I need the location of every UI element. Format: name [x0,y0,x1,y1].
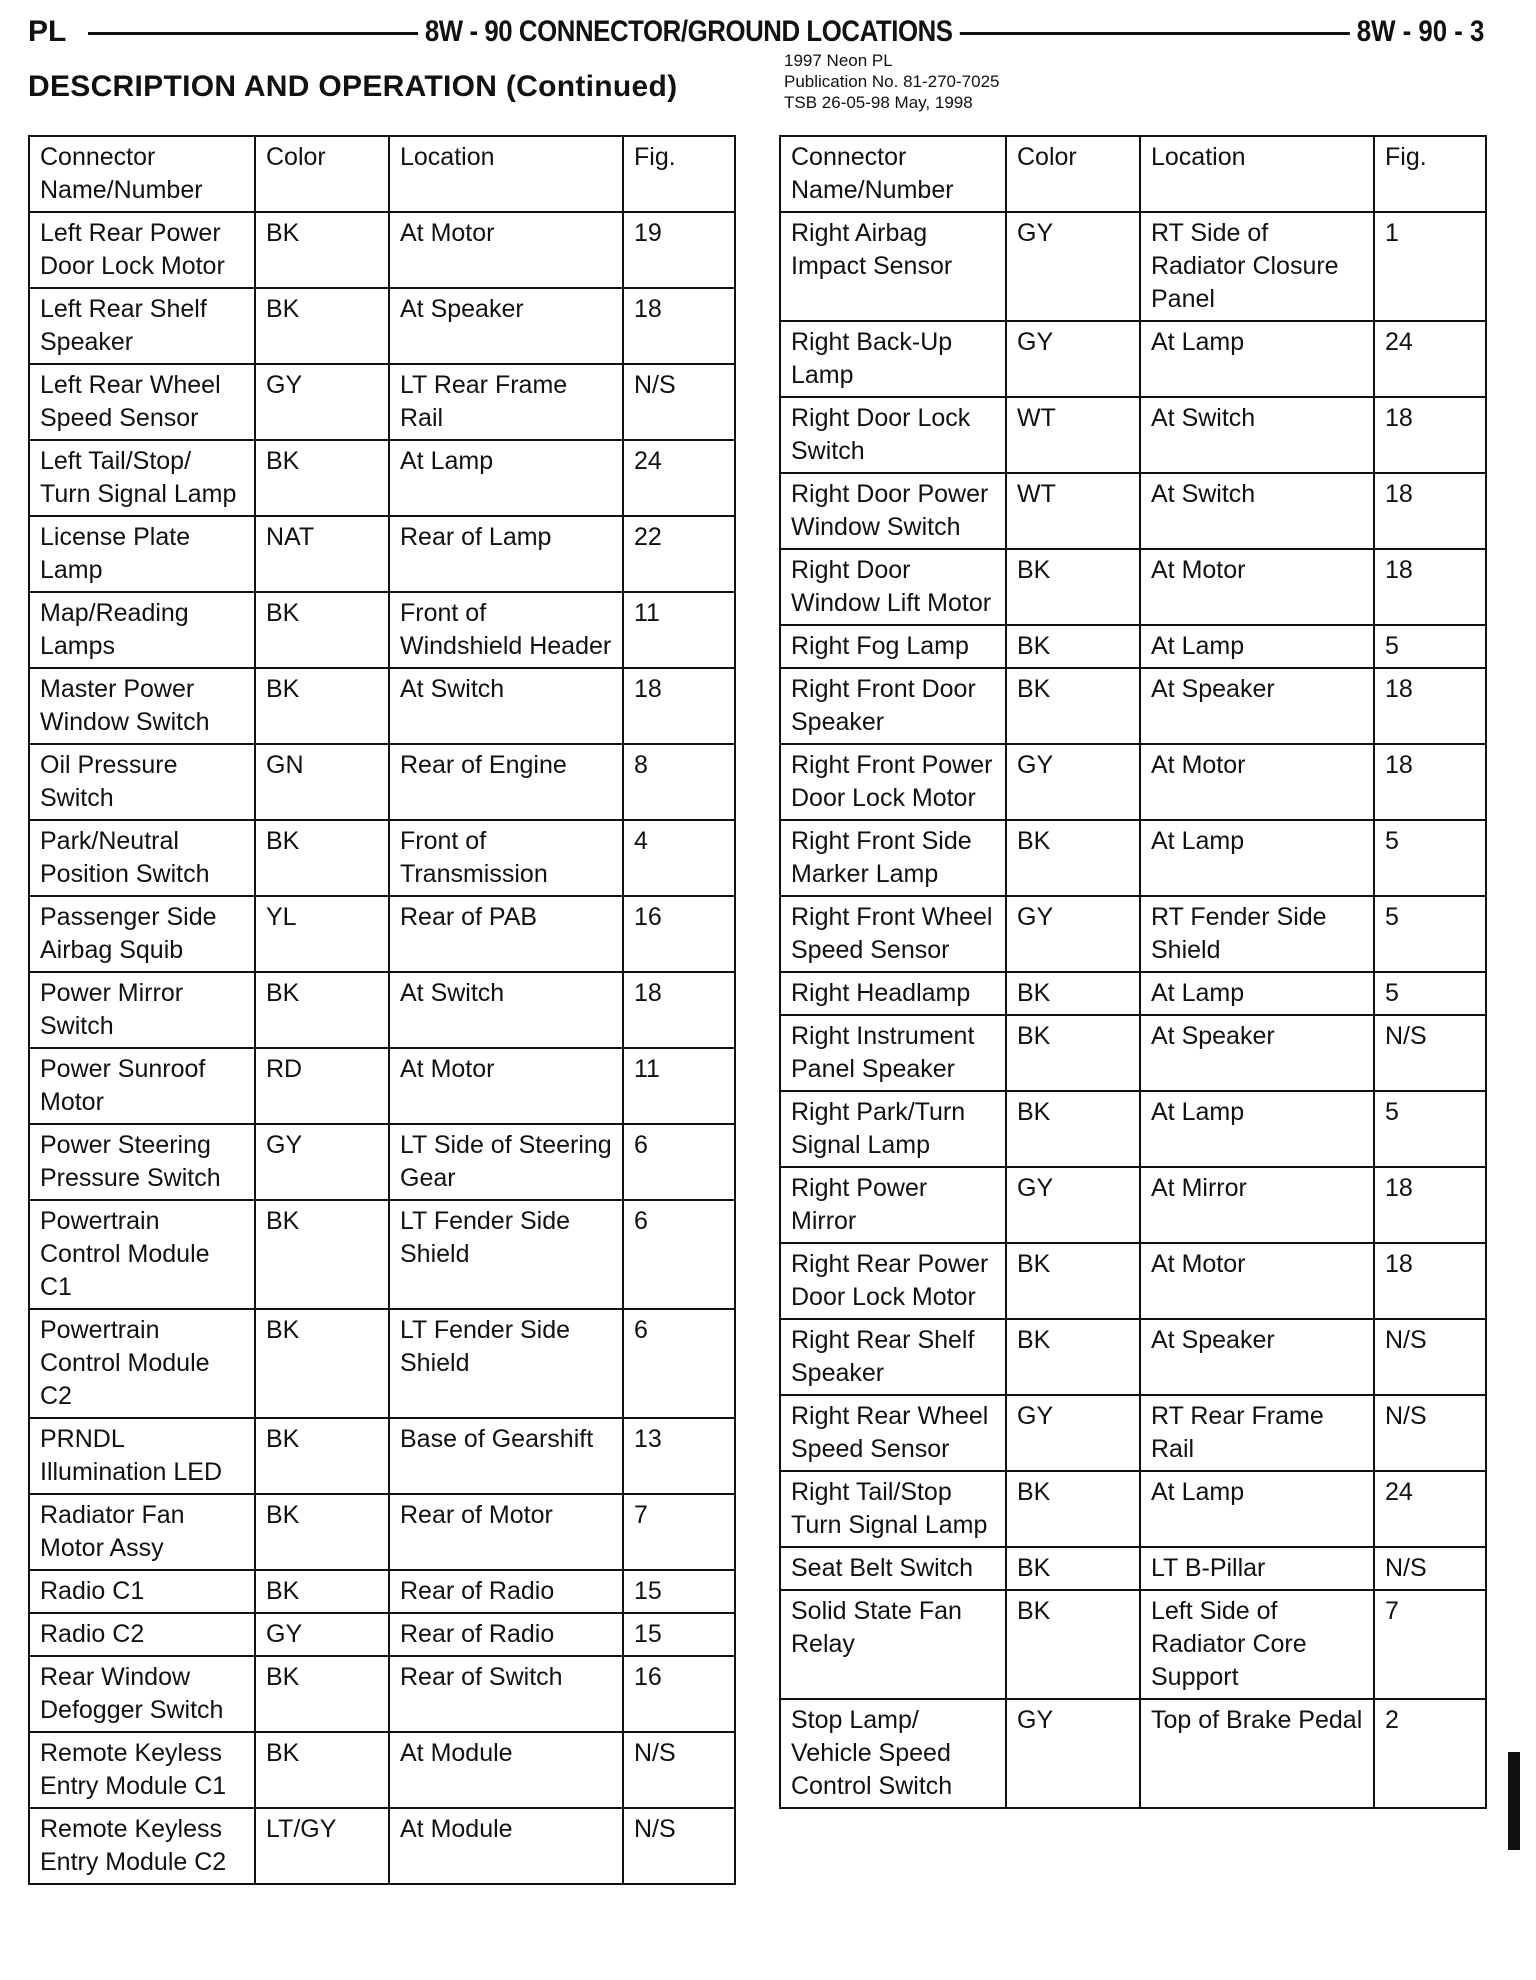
table-header-row [780,136,1486,212]
figure-number-cell: N/S [623,364,735,440]
table-row [29,592,735,668]
figure-number-cell: 5 [1374,1091,1486,1167]
wire-color-cell: GY [255,1124,389,1200]
wire-color-cell: BK [255,1200,389,1309]
wire-color-cell: WT [1006,473,1140,549]
figure-number-cell: 6 [623,1124,735,1200]
connector-name-cell: License Plate Lamp [29,516,255,592]
location-cell: RT Fender Side Shield [1140,896,1374,972]
figure-number-cell: 19 [623,212,735,288]
wire-color-cell: BK [1006,625,1140,668]
table-row [29,1656,735,1732]
location-cell: RT Rear Frame Rail [1140,1395,1374,1471]
connector-name-cell: Passenger Side Airbag Squib [29,896,255,972]
table-row [780,625,1486,668]
wire-color-cell: BK [1006,1091,1140,1167]
figure-number-cell: N/S [1374,1547,1486,1590]
figure-number-cell: 5 [1374,896,1486,972]
wire-color-cell: BK [1006,668,1140,744]
table-row [29,1048,735,1124]
publication-line-2: Publication No. 81-270-7025 [784,72,1000,91]
wire-color-cell: BK [1006,549,1140,625]
figure-number-cell: 18 [1374,397,1486,473]
figure-number-cell: 8 [623,744,735,820]
wire-color-cell: LT/GY [255,1808,389,1884]
column-header-name: Connector Name/Number [780,136,1006,212]
wire-color-cell: BK [255,1570,389,1613]
table-row [29,972,735,1048]
location-cell: At Switch [389,972,623,1048]
connector-name-cell: Right Park/Turn Signal Lamp [780,1091,1006,1167]
figure-number-cell: 18 [1374,473,1486,549]
table-row [780,1243,1486,1319]
table-row [780,1547,1486,1590]
wire-color-cell: BK [255,1656,389,1732]
location-cell: LT Fender Side Shield [389,1200,623,1309]
connector-name-cell: Power Sunroof Motor [29,1048,255,1124]
figure-number-cell: 7 [1374,1590,1486,1699]
connector-name-cell: Right Instrument Panel Speaker [780,1015,1006,1091]
figure-number-cell: 18 [623,668,735,744]
figure-number-cell: 16 [623,1656,735,1732]
table-row [29,668,735,744]
connector-name-cell: Powertrain Control Module C1 [29,1200,255,1309]
wire-color-cell: BK [255,820,389,896]
figure-number-cell: 11 [623,1048,735,1124]
wire-color-cell: GY [1006,212,1140,321]
table-row [29,1309,735,1418]
location-cell: LT Side of Steering Gear [389,1124,623,1200]
figure-number-cell: 18 [1374,744,1486,820]
connector-name-cell: Remote Keyless Entry Module C2 [29,1808,255,1884]
location-cell: LT Fender Side Shield [389,1309,623,1418]
wire-color-cell: GY [255,364,389,440]
table-row [29,440,735,516]
location-cell: LT B-Pillar [1140,1547,1374,1590]
connector-name-cell: Left Rear Wheel Speed Sensor [29,364,255,440]
figure-number-cell: 15 [623,1613,735,1656]
connector-name-cell: Map/Reading Lamps [29,592,255,668]
column-header-color: Color [1006,136,1140,212]
wire-color-cell: BK [255,1309,389,1418]
location-cell: At Module [389,1808,623,1884]
connector-name-cell: PRNDL Illumination LED [29,1418,255,1494]
table-row [780,1091,1486,1167]
table-row [780,1699,1486,1808]
figure-number-cell: N/S [1374,1319,1486,1395]
wire-color-cell: BK [255,592,389,668]
location-cell: LT Rear Frame Rail [389,364,623,440]
column-header-name: Connector Name/Number [29,136,255,212]
connector-name-cell: Right Rear Shelf Speaker [780,1319,1006,1395]
location-cell: At Mirror [1140,1167,1374,1243]
location-cell: Rear of PAB [389,896,623,972]
location-cell: At Motor [1140,1243,1374,1319]
wire-color-cell: BK [255,288,389,364]
table-row [29,1200,735,1309]
figure-number-cell: 6 [623,1200,735,1309]
connector-name-cell: Right Rear Power Door Lock Motor [780,1243,1006,1319]
figure-number-cell: 18 [1374,1167,1486,1243]
connector-name-cell: Right Front Power Door Lock Motor [780,744,1006,820]
connector-name-cell: Park/Neutral Position Switch [29,820,255,896]
wire-color-cell: BK [1006,1471,1140,1547]
wire-color-cell: BK [1006,972,1140,1015]
wire-color-cell: YL [255,896,389,972]
figure-number-cell: N/S [1374,1395,1486,1471]
connector-name-cell: Right Door Lock Switch [780,397,1006,473]
wire-color-cell: GN [255,744,389,820]
figure-number-cell: 6 [623,1309,735,1418]
connector-name-cell: Radiator Fan Motor Assy [29,1494,255,1570]
figure-number-cell: 11 [623,592,735,668]
column-header-fig: Fig. [1374,136,1486,212]
wire-color-cell: BK [1006,1590,1140,1699]
location-cell: At Speaker [1140,1319,1374,1395]
location-cell: At Speaker [1140,1015,1374,1091]
wire-color-cell: GY [1006,1395,1140,1471]
wire-color-cell: RD [255,1048,389,1124]
connector-name-cell: Solid State Fan Relay [780,1590,1006,1699]
location-cell: At Lamp [389,440,623,516]
figure-number-cell: 5 [1374,625,1486,668]
table-row [29,1418,735,1494]
wire-color-cell: WT [1006,397,1140,473]
table-row [29,896,735,972]
location-cell: At Lamp [1140,321,1374,397]
figure-number-cell: 2 [1374,1699,1486,1808]
figure-number-cell: N/S [623,1732,735,1808]
location-cell: Rear of Lamp [389,516,623,592]
figure-number-cell: 7 [623,1494,735,1570]
table-body-left [29,212,735,1884]
location-cell: At Motor [389,1048,623,1124]
table-row [780,1395,1486,1471]
location-cell: At Switch [389,668,623,744]
table-row [780,1471,1486,1547]
location-cell: At Lamp [1140,625,1374,668]
revision-bar [1508,1752,1520,1850]
figure-number-cell: 13 [623,1418,735,1494]
table-row [780,549,1486,625]
location-cell: Rear of Radio [389,1613,623,1656]
figure-number-cell: 24 [1374,321,1486,397]
figure-number-cell: 15 [623,1570,735,1613]
connector-name-cell: Right Airbag Impact Sensor [780,212,1006,321]
location-cell: At Lamp [1140,1091,1374,1167]
location-cell: At Lamp [1140,972,1374,1015]
table-row [29,1494,735,1570]
table-row [780,321,1486,397]
location-cell: At Motor [389,212,623,288]
table-row [29,820,735,896]
figure-number-cell: 5 [1374,820,1486,896]
table-row [29,744,735,820]
publication-info [784,50,999,113]
connector-name-cell: Right Door Window Lift Motor [780,549,1006,625]
table-row [29,288,735,364]
table-row [780,744,1486,820]
connector-name-cell: Right Front Side Marker Lamp [780,820,1006,896]
connector-name-cell: Right Rear Wheel Speed Sensor [780,1395,1006,1471]
table-body-right [780,212,1486,1808]
table-row [780,668,1486,744]
connector-table-right [779,135,1487,1809]
table-row [780,972,1486,1015]
wire-color-cell: GY [255,1613,389,1656]
connector-name-cell: Left Rear Shelf Speaker [29,288,255,364]
table-row [29,1613,735,1656]
table-row [29,1124,735,1200]
wire-color-cell: BK [255,1732,389,1808]
location-cell: At Lamp [1140,820,1374,896]
table-row [780,1319,1486,1395]
figure-number-cell: 24 [623,440,735,516]
location-cell: At Switch [1140,397,1374,473]
connector-name-cell: Left Rear Power Door Lock Motor [29,212,255,288]
connector-name-cell: Right Tail/Stop Turn Signal Lamp [780,1471,1006,1547]
location-cell: At Speaker [389,288,623,364]
figure-number-cell: 18 [1374,1243,1486,1319]
location-cell: Front of Windshield Header [389,592,623,668]
figure-number-cell: 18 [1374,668,1486,744]
wire-color-cell: GY [1006,1167,1140,1243]
connector-name-cell: Right Door Power Window Switch [780,473,1006,549]
table-row [780,212,1486,321]
header-model: PL [28,14,74,50]
table-row [29,1808,735,1884]
connector-name-cell: Right Fog Lamp [780,625,1006,668]
connector-name-cell: Right Power Mirror [780,1167,1006,1243]
page-number: 8W - 90 - 3 [1350,14,1484,50]
wire-color-cell: BK [255,212,389,288]
publication-line-3: TSB 26-05-98 May, 1998 [784,93,973,112]
table-row [780,820,1486,896]
table-row [780,397,1486,473]
wire-color-cell: GY [1006,321,1140,397]
table-row [29,212,735,288]
page-header [28,14,1484,50]
connector-name-cell: Oil Pressure Switch [29,744,255,820]
wire-color-cell: BK [255,1418,389,1494]
table-row [29,1570,735,1613]
table-row [29,516,735,592]
connector-name-cell: Radio C2 [29,1613,255,1656]
connector-name-cell: Right Front Wheel Speed Sensor [780,896,1006,972]
location-cell: Rear of Radio [389,1570,623,1613]
wire-color-cell: GY [1006,1699,1140,1808]
column-header-location: Location [1140,136,1374,212]
table-row [780,1167,1486,1243]
location-cell: RT Side of Radiator Closure Panel [1140,212,1374,321]
figure-number-cell: N/S [1374,1015,1486,1091]
location-cell: Rear of Motor [389,1494,623,1570]
figure-number-cell: 16 [623,896,735,972]
wire-color-cell: BK [1006,1015,1140,1091]
header-title: 8W - 90 CONNECTOR/GROUND LOCATIONS [418,14,959,50]
figure-number-cell: 18 [1374,549,1486,625]
wire-color-cell: BK [255,668,389,744]
figure-number-cell: 5 [1374,972,1486,1015]
column-header-fig: Fig. [623,136,735,212]
wire-color-cell: GY [1006,744,1140,820]
figure-number-cell: 18 [623,288,735,364]
connector-name-cell: Left Tail/Stop/ Turn Signal Lamp [29,440,255,516]
figure-number-cell: N/S [623,1808,735,1884]
connector-name-cell: Stop Lamp/ Vehicle Speed Control Switch [780,1699,1006,1808]
location-cell: At Motor [1140,744,1374,820]
connector-name-cell: Seat Belt Switch [780,1547,1006,1590]
publication-line-1: 1997 Neon PL [784,51,893,70]
connector-name-cell: Right Headlamp [780,972,1006,1015]
connector-name-cell: Right Front Door Speaker [780,668,1006,744]
location-cell: Front of Transmission [389,820,623,896]
wire-color-cell: BK [1006,1243,1140,1319]
table-row [780,896,1486,972]
connector-name-cell: Powertrain Control Module C2 [29,1309,255,1418]
connector-name-cell: Radio C1 [29,1570,255,1613]
connector-name-cell: Master Power Window Switch [29,668,255,744]
connector-name-cell: Remote Keyless Entry Module C1 [29,1732,255,1808]
connector-name-cell: Rear Window Defogger Switch [29,1656,255,1732]
location-cell: At Module [389,1732,623,1808]
table-row [29,1732,735,1808]
connector-name-cell: Power Steering Pressure Switch [29,1124,255,1200]
wire-color-cell: BK [1006,1547,1140,1590]
table-header-row [29,136,735,212]
wire-color-cell: BK [255,972,389,1048]
location-cell: Base of Gearshift [389,1418,623,1494]
table-row [780,473,1486,549]
wire-color-cell: BK [255,1494,389,1570]
table-row [780,1015,1486,1091]
connector-table-left [28,135,736,1885]
figure-number-cell: 4 [623,820,735,896]
figure-number-cell: 22 [623,516,735,592]
section-title: DESCRIPTION AND OPERATION (Continued) [28,70,678,103]
location-cell: Top of Brake Pedal [1140,1699,1374,1808]
wire-color-cell: BK [1006,820,1140,896]
location-cell: At Lamp [1140,1471,1374,1547]
table-row [29,364,735,440]
figure-number-cell: 1 [1374,212,1486,321]
connector-name-cell: Power Mirror Switch [29,972,255,1048]
location-cell: At Speaker [1140,668,1374,744]
wire-color-cell: BK [1006,1319,1140,1395]
table-row [780,1590,1486,1699]
wire-color-cell: NAT [255,516,389,592]
figure-number-cell: 18 [623,972,735,1048]
column-header-location: Location [389,136,623,212]
figure-number-cell: 24 [1374,1471,1486,1547]
connector-name-cell: Right Back-Up Lamp [780,321,1006,397]
wire-color-cell: GY [1006,896,1140,972]
location-cell: Left Side of Radiator Core Support [1140,1590,1374,1699]
wire-color-cell: BK [255,440,389,516]
location-cell: Rear of Switch [389,1656,623,1732]
location-cell: At Motor [1140,549,1374,625]
location-cell: At Switch [1140,473,1374,549]
column-header-color: Color [255,136,389,212]
location-cell: Rear of Engine [389,744,623,820]
